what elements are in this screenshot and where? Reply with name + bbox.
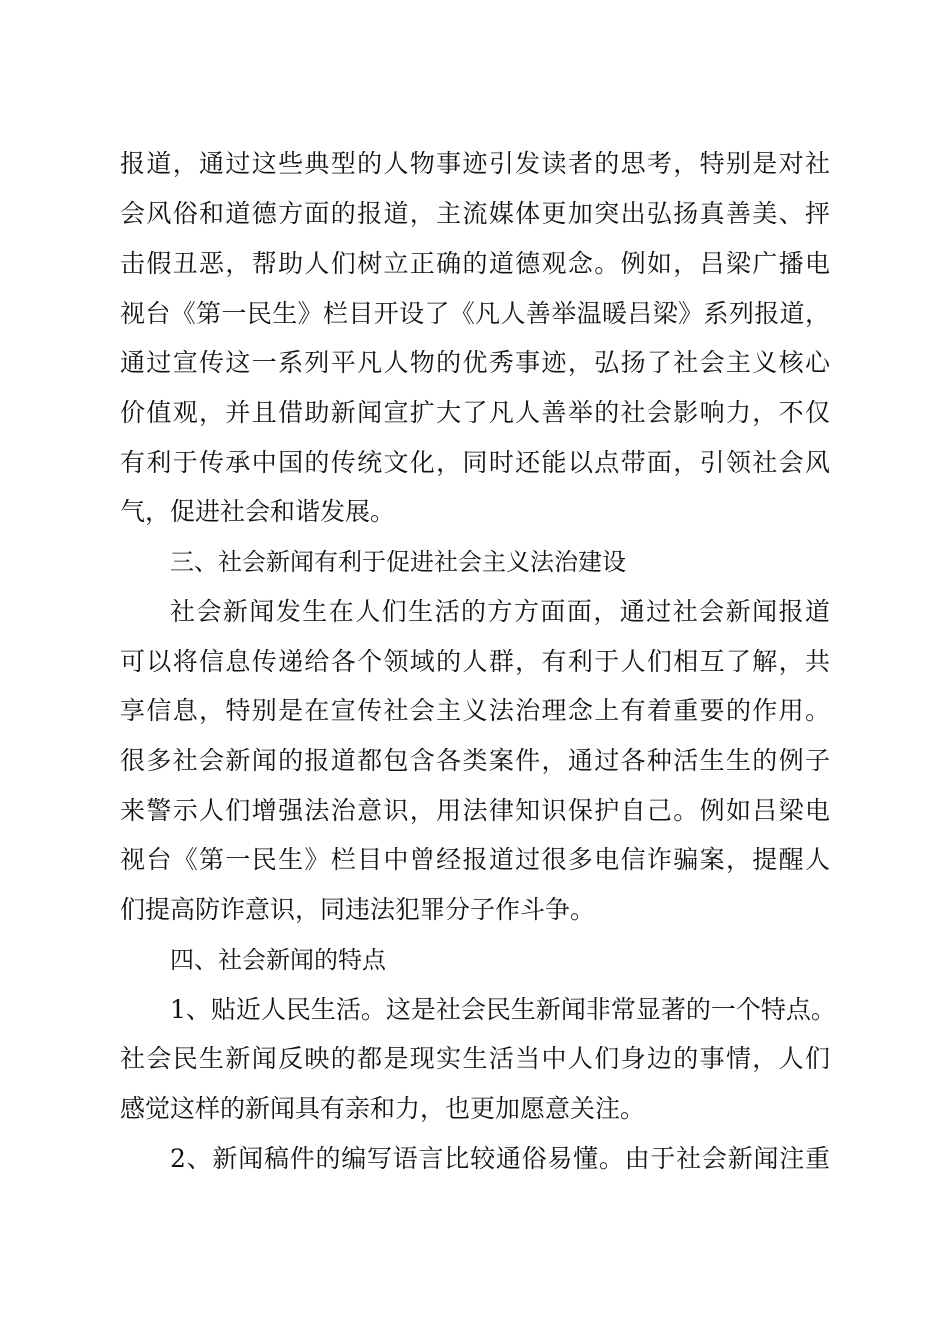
body-text-line: 可以将信息传递给各个领域的人群，有利于人们相互了解，共 bbox=[120, 647, 830, 676]
body-text-line: 2、新闻稿件的编写语言比较通俗易懂。由于社会新闻注重 bbox=[170, 1144, 830, 1173]
body-text-line: 价值观，并且借助新闻宣扩大了凡人善举的社会影响力，不仅 bbox=[120, 398, 830, 427]
section-heading: 三、社会新闻有利于促进社会主义法治建设 bbox=[170, 548, 626, 576]
section-heading: 四、社会新闻的特点 bbox=[170, 946, 386, 974]
body-text-line: 来警示人们增强法治意识，用法律知识保护自己。例如吕梁电 bbox=[120, 796, 830, 825]
body-text-line: 感觉这样的新闻具有亲和力，也更加愿意关注。 bbox=[120, 1094, 646, 1123]
body-text-line: 报道，通过这些典型的人物事迹引发读者的思考，特别是对社 bbox=[120, 149, 830, 178]
body-text-line: 气，促进社会和谐发展。 bbox=[120, 497, 396, 526]
body-text-line: 视台《第一民生》栏目开设了《凡人善举温暖吕梁》系列报道， bbox=[120, 299, 830, 328]
body-text-line: 击假丑恶，帮助人们树立正确的道德观念。例如，吕梁广播电 bbox=[120, 249, 830, 278]
body-text-line: 有利于传承中国的传统文化，同时还能以点带面，引领社会风 bbox=[120, 448, 830, 477]
body-text-line: 很多社会新闻的报道都包含各类案件，通过各种活生生的例子 bbox=[120, 746, 830, 775]
body-text-line: 社会新闻发生在人们生活的方方面面，通过社会新闻报道 bbox=[170, 597, 830, 626]
body-text-line: 1、贴近人民生活。这是社会民生新闻非常显著的一个特点。 bbox=[170, 995, 836, 1024]
body-text-line: 享信息，特别是在宣传社会主义法治理念上有着重要的作用。 bbox=[120, 696, 830, 725]
body-text-line: 社会民生新闻反映的都是现实生活当中人们身边的事情，人们 bbox=[120, 1044, 830, 1073]
body-text-line: 视台《第一民生》栏目中曾经报道过很多电信诈骗案，提醒人 bbox=[120, 845, 830, 874]
body-text-line: 通过宣传这一系列平凡人物的优秀事迹，弘扬了社会主义核心 bbox=[120, 348, 830, 377]
body-text-line: 会风俗和道德方面的报道，主流媒体更加突出弘扬真善美、抨 bbox=[120, 199, 830, 228]
body-text-line: 们提高防诈意识，同违法犯罪分子作斗争。 bbox=[120, 895, 596, 924]
